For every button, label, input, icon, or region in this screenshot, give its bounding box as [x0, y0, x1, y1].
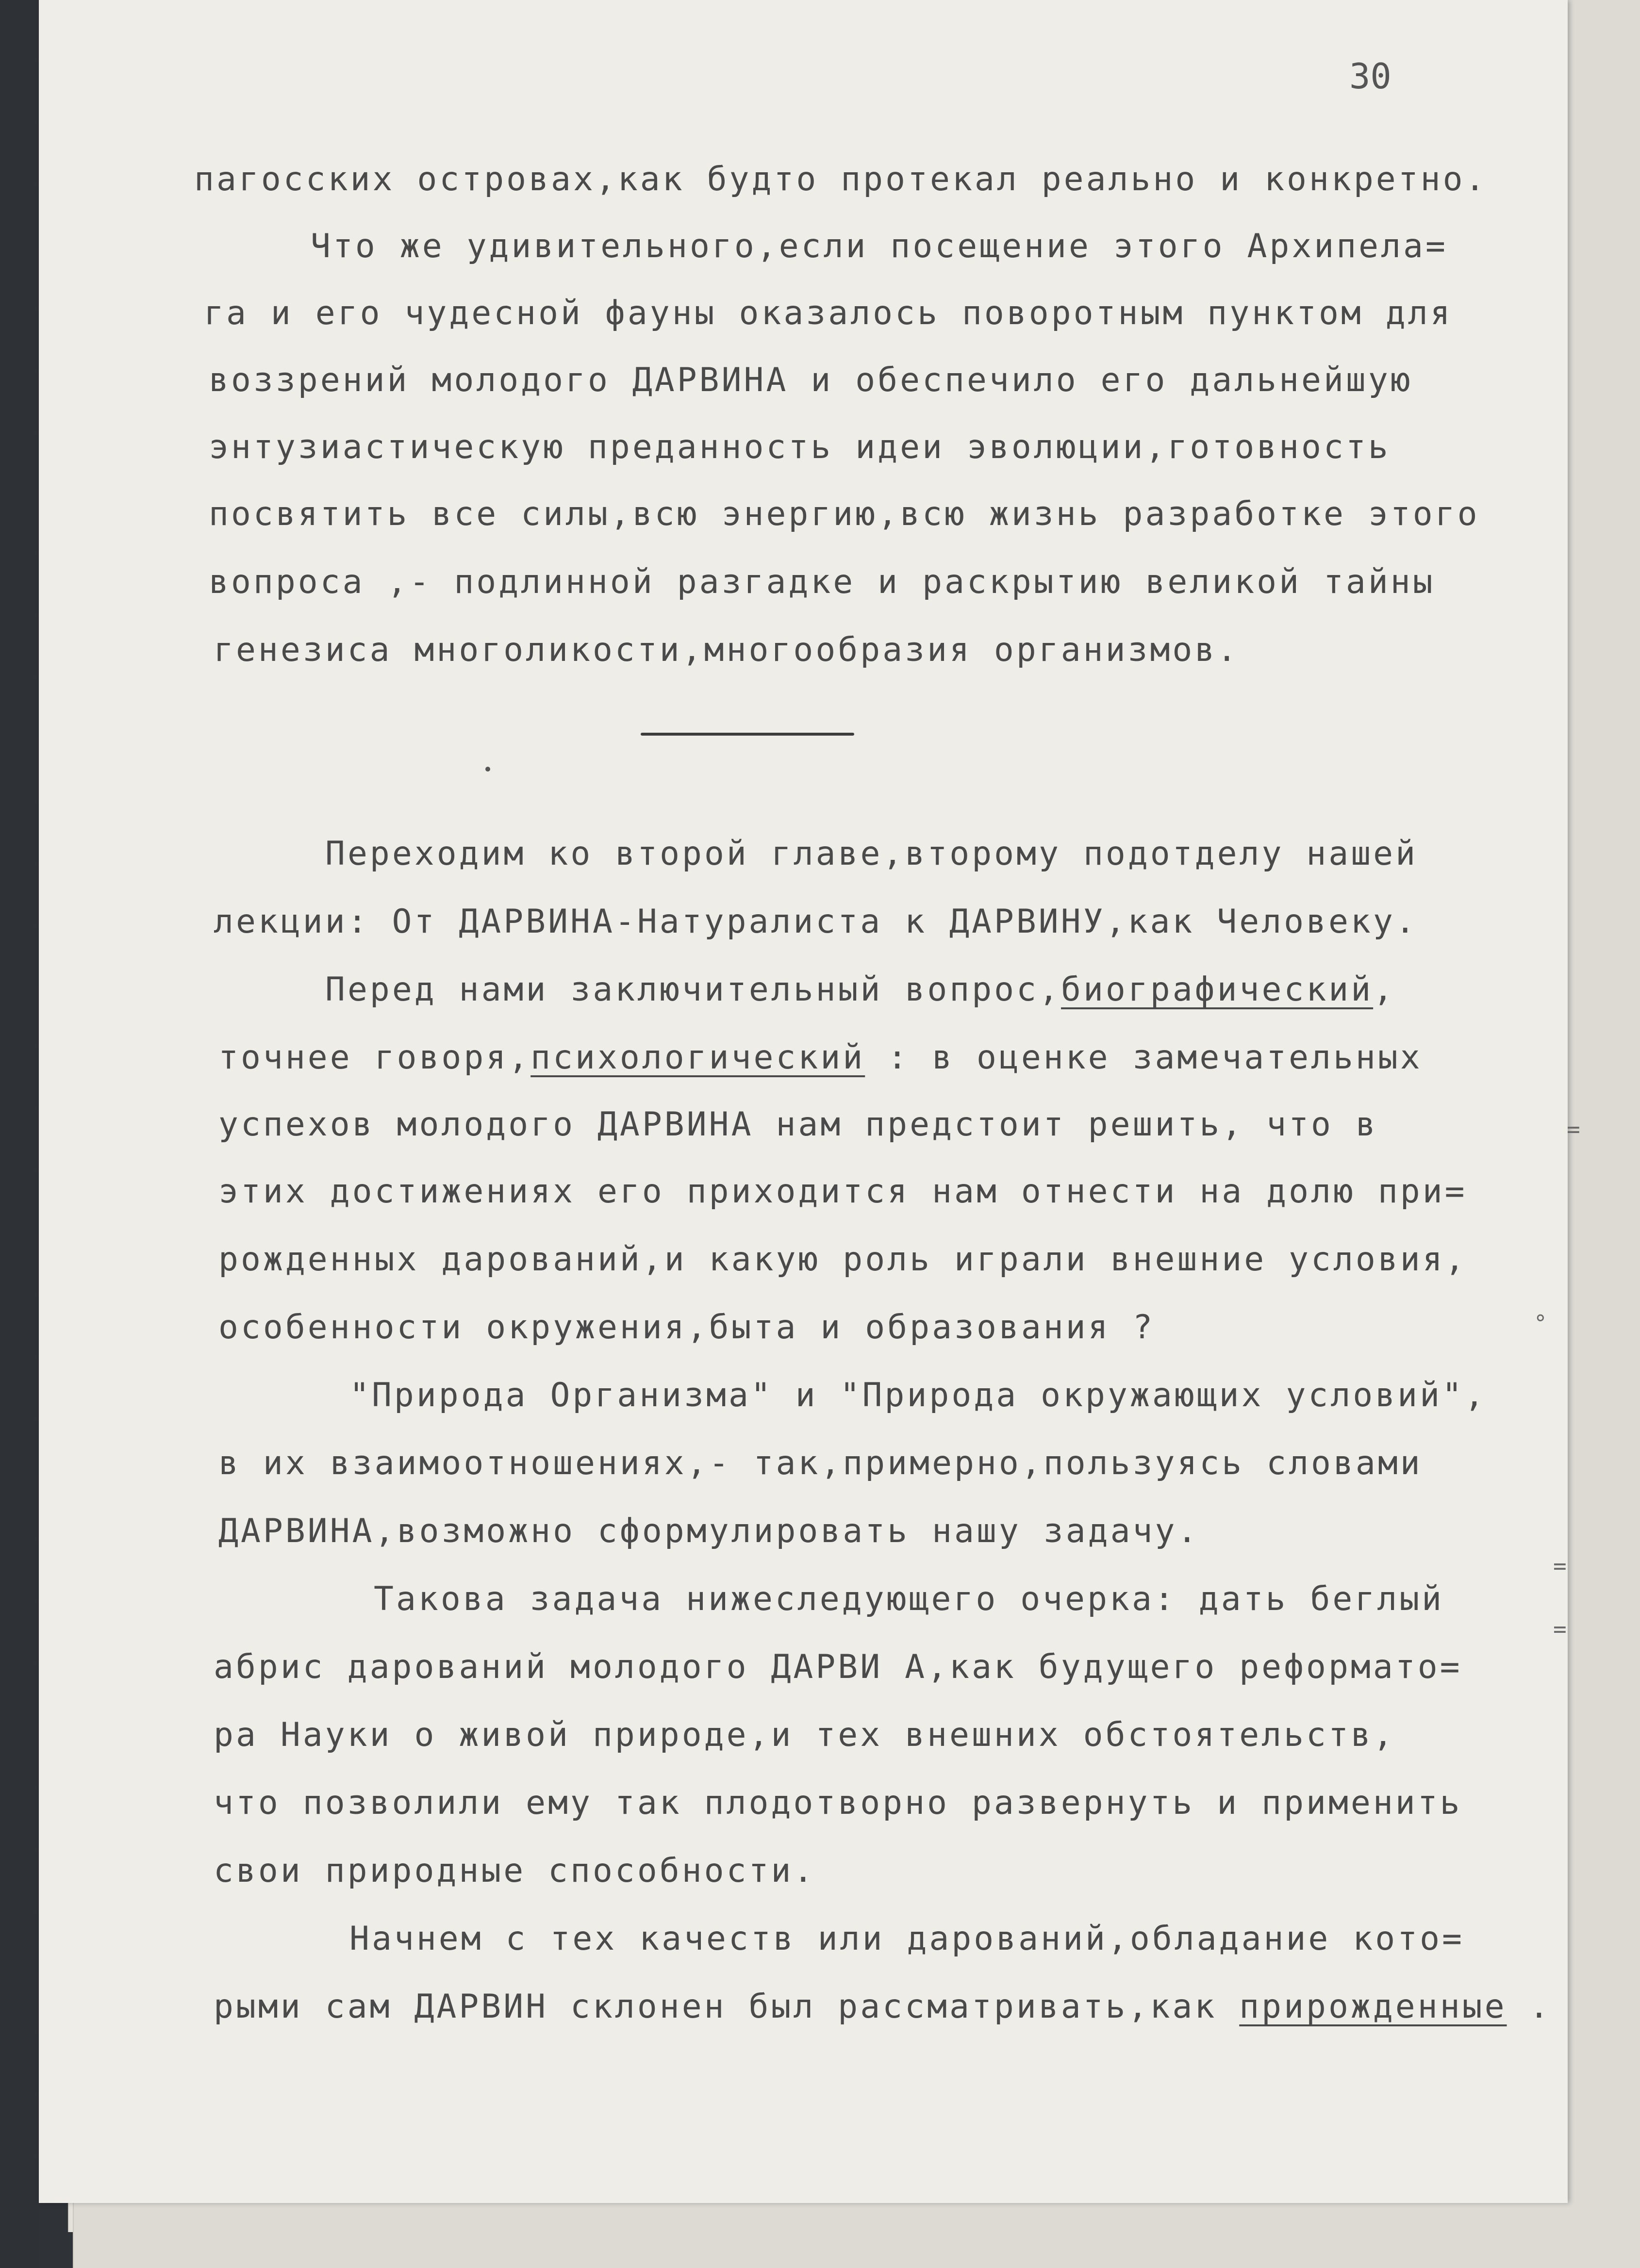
text-line: га и его чудесной фауны оказалось поворотным пунктом для [204, 294, 1453, 332]
text-line: рожденных дарований,и какую роль играли внешние условия, [218, 1240, 1467, 1279]
text-line: особенности окружения,быта и образования ? [218, 1308, 1155, 1347]
text-segment: , [1373, 970, 1396, 1009]
text-line: Начнем с тех качеств или дарований,обладание кото= [349, 1920, 1464, 1958]
text-line: вопроса ,- подлинной разгадке и раскрытию великой тайны [209, 563, 1435, 601]
text-segment: рыми сам ДАРВИН склонен был рассматривать,как [214, 1988, 1217, 2026]
text-line: успехов молодого ДАРВИНА нам предстоит решить, что в [218, 1105, 1378, 1144]
text-segment: . [1507, 1988, 1552, 2026]
text-line [214, 1988, 1551, 2026]
text-line: что позволили ему так плодотворно развернуть и применить [214, 1784, 1462, 1822]
typewritten-page [39, 0, 1568, 2203]
text-line: "Природа Организма" и "Природа окружающих условий", [349, 1376, 1487, 1414]
text-line: абрис дарований молодого ДАРВИ А,как будущего реформато= [214, 1648, 1462, 1686]
underlined-word: прирожденные [1239, 1988, 1507, 2026]
page-number: 30 [1349, 56, 1392, 97]
text-line: ДАРВИНА,возможно сформулировать нашу задачу. [218, 1512, 1200, 1550]
text-line: свои природные способности. [214, 1852, 816, 1890]
margin-mark: = [1553, 1616, 1567, 1642]
text-line: ра Науки о живой природе,и тех внешних обстоятельств, [214, 1716, 1395, 1754]
margin-mark: ° [1534, 1310, 1547, 1336]
text-line: в их взаимоотношениях,- так,примерно,пользуясь словами [218, 1444, 1423, 1482]
margin-mark: = [1567, 1116, 1580, 1142]
text-line: энтузиастическую преданность идеи эволюции,готовность [209, 428, 1391, 466]
text-line [325, 970, 1395, 1009]
text-segment: Перед нами заключительный вопрос, [325, 970, 1061, 1009]
text-line: этих достижениях его приходится нам отнести на долю при= [218, 1172, 1467, 1211]
text-line [218, 1038, 1423, 1077]
ink-dot [485, 767, 490, 772]
text-line: Переходим ко второй главе,второму подотделу нашей [325, 835, 1418, 873]
text-line: лекции: От ДАРВИНА-Натуралиста к ДАРВИНУ,как Человеку. [214, 903, 1418, 941]
text-segment: : в оценке замечательных [865, 1038, 1423, 1077]
margin-mark: = [1553, 1553, 1567, 1579]
section-divider [641, 733, 854, 736]
text-line: воззрений молодого ДАРВИНА и обеспечило его дальнейшую [209, 361, 1413, 399]
text-line: посвятить все силы,всю энергию,всю жизнь разработке этого [209, 495, 1480, 533]
underlined-word: биографический [1061, 970, 1374, 1009]
text-line: Такова задача нижеследующего очерка: дать беглый [374, 1580, 1444, 1618]
text-line: генезиса многоликости,многообразия организмов. [214, 631, 1240, 669]
underlined-word: психологический [530, 1038, 865, 1077]
text-segment: точнее говоря, [218, 1038, 531, 1077]
text-line: пагосских островах,как будто протекал реально и конкретно. [194, 160, 1488, 198]
text-line: Что же удивительного,если посещение этого Архипела= [311, 227, 1448, 265]
